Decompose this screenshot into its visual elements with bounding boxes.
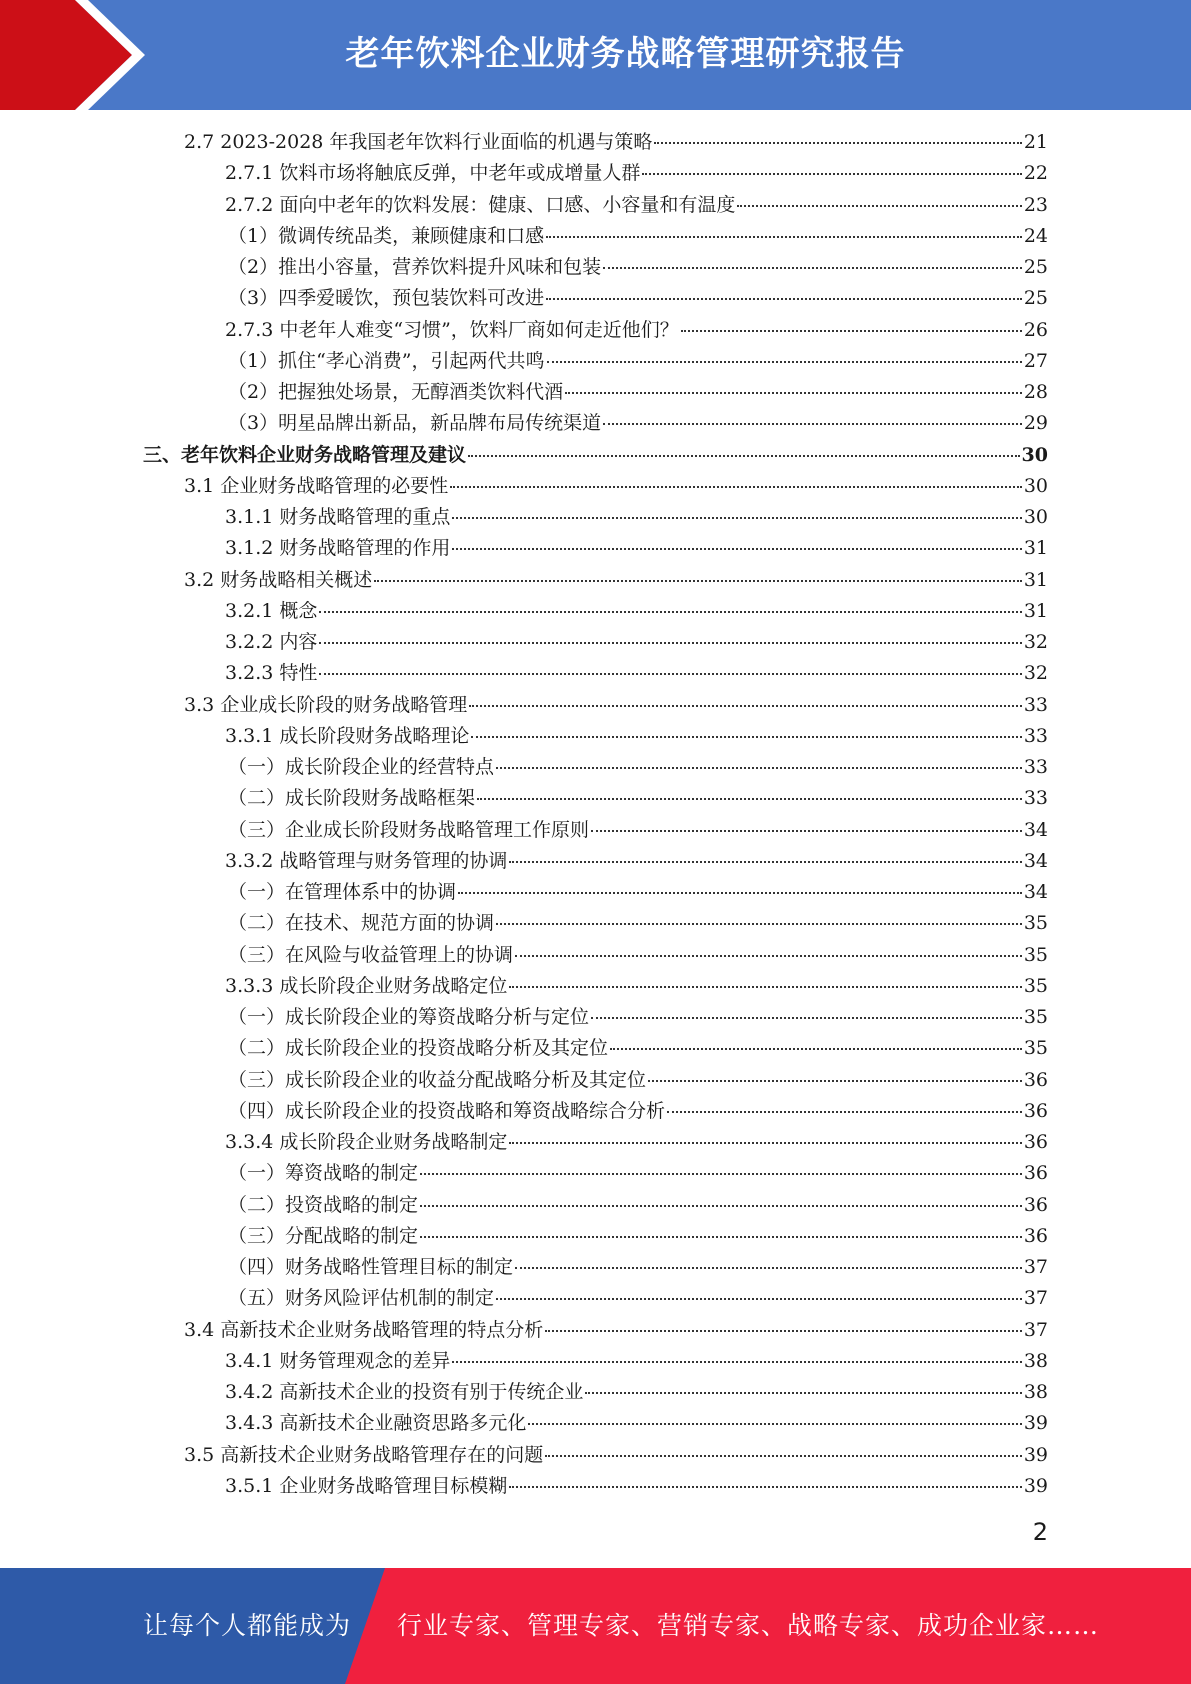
page-header <box>0 0 1191 110</box>
toc-leader-dots <box>450 486 1022 488</box>
toc-leader-dots <box>477 798 1022 800</box>
toc-entry-page: 32 <box>1023 631 1048 653</box>
toc-entry-label: 3.1 企业财务战略管理的必要性 <box>184 474 449 497</box>
toc-entry-page: 27 <box>1023 349 1048 372</box>
toc-entry[interactable] <box>225 502 1048 533</box>
toc-leader-dots <box>496 767 1022 769</box>
toc-entry[interactable] <box>225 596 1048 627</box>
toc-entry-page: 30 <box>1021 443 1048 466</box>
toc-entry-label: （四）成长阶段企业的投资战略和筹资战略综合分析 <box>228 1099 666 1122</box>
toc-leader-dots <box>509 1142 1021 1144</box>
toc-entry[interactable] <box>228 377 1048 408</box>
toc-entry[interactable] <box>225 1127 1048 1158</box>
toc-entry-label: 3.5.1 企业财务战略管理目标模糊 <box>225 1474 508 1497</box>
toc-entry[interactable] <box>228 1065 1048 1096</box>
toc-entry-page: 36 <box>1023 1193 1048 1216</box>
toc-entry[interactable] <box>225 158 1048 189</box>
toc-entry-label: （三）分配战略的制定 <box>228 1224 419 1247</box>
toc-leader-dots <box>496 1298 1022 1300</box>
toc-leader-dots <box>545 1455 1022 1457</box>
toc-entry-label: 3.4.2 高新技术企业的投资有别于传统企业 <box>225 1381 584 1403</box>
toc-entry-label: （五）财务风险评估机制的制定 <box>228 1287 495 1310</box>
toc-entry-label: 3.1.2 财务战略管理的作用 <box>225 537 451 560</box>
toc-entry-page: 35 <box>1023 943 1048 966</box>
toc-entry[interactable] <box>228 877 1048 908</box>
toc-entry-label: （二）投资战略的制定 <box>228 1193 419 1216</box>
toc-leader-dots <box>509 986 1021 988</box>
toc-entry-page: 25 <box>1023 287 1048 310</box>
toc-leader-dots <box>420 1205 1022 1207</box>
toc-leader-dots <box>452 517 1021 519</box>
toc-entry-page: 36 <box>1023 1068 1048 1091</box>
toc-entry[interactable] <box>184 565 1048 596</box>
toc-entry[interactable] <box>184 1315 1048 1346</box>
toc-entry-label: 3.3 企业成长阶段的财务战略管理 <box>184 693 468 716</box>
toc-entry[interactable] <box>228 752 1048 783</box>
toc-entry-page: 28 <box>1023 381 1048 403</box>
toc-entry-label: （一）筹资战略的制定 <box>228 1162 419 1185</box>
toc-entry[interactable] <box>225 533 1048 564</box>
toc-entry-page: 24 <box>1023 224 1048 247</box>
toc-entry-label: （2）推出小容量，营养饮料提升风味和包装 <box>228 256 602 278</box>
toc-entry-page: 35 <box>1023 1037 1048 1060</box>
toc-entry[interactable] <box>225 627 1048 658</box>
toc-entry[interactable] <box>184 127 1048 158</box>
toc-leader-dots <box>547 361 1022 363</box>
toc-leader-dots <box>681 330 1022 332</box>
toc-leader-dots <box>468 455 1020 457</box>
toc-entry-label: （二）成长阶段财务战略框架 <box>228 787 476 810</box>
toc-entry[interactable] <box>184 1440 1048 1471</box>
toc-entry-page: 38 <box>1023 1381 1048 1403</box>
toc-entry-label: （1）微调传统品类，兼顾健康和口感 <box>228 224 545 247</box>
toc-entry-page: 30 <box>1023 506 1048 528</box>
toc-entry-label: （3）四季爱暖饮，预包装饮料可改进 <box>228 287 545 310</box>
toc-entry-label: 3.5 高新技术企业财务战略管理存在的问题 <box>184 1443 544 1466</box>
toc-entry-page: 30 <box>1023 474 1048 497</box>
toc-entry-page: 39 <box>1023 1412 1048 1435</box>
toc-entry[interactable] <box>228 252 1048 283</box>
toc-entry-page: 38 <box>1023 1349 1048 1372</box>
toc-entry-page: 29 <box>1023 412 1048 435</box>
toc-leader-dots <box>603 423 1022 425</box>
toc-entry-label: （2）把握独处场景，无醇酒类饮料代酒 <box>228 381 564 403</box>
toc-leader-dots <box>528 1423 1021 1425</box>
report-title: 老年饮料企业财务战略管理研究报告 <box>345 34 906 74</box>
toc-entry-page: 33 <box>1023 756 1048 778</box>
toc-leader-dots <box>452 548 1021 550</box>
toc-leader-dots <box>515 955 1022 957</box>
toc-leader-dots <box>452 1361 1021 1363</box>
toc-entry-page: 25 <box>1023 256 1048 278</box>
toc-entry-label: （三）在风险与收益管理上的协调 <box>228 943 514 966</box>
toc-entry[interactable] <box>228 783 1048 814</box>
toc-entry-page: 22 <box>1023 162 1048 185</box>
toc-entry[interactable] <box>228 1283 1048 1314</box>
toc-leader-dots <box>591 1017 1022 1019</box>
toc-entry[interactable] <box>143 440 1048 471</box>
toc-entry-label: 2.7.3 中老年人难变“习惯”，饮料厂商如何走近他们？ <box>225 318 679 341</box>
toc-entry-page: 36 <box>1023 1224 1048 1247</box>
toc-entry[interactable] <box>228 1002 1048 1033</box>
toc-entry-page: 33 <box>1023 693 1048 716</box>
toc-entry-label: （一）成长阶段企业的经营特点 <box>228 756 495 778</box>
toc-entry-page: 31 <box>1023 599 1048 622</box>
toc-entry[interactable] <box>228 1096 1048 1127</box>
toc-entry-label: 3.3.4 成长阶段企业财务战略制定 <box>225 1131 508 1153</box>
toc-entry[interactable] <box>225 971 1048 1002</box>
toc-entry[interactable] <box>184 690 1048 721</box>
toc-leader-dots <box>610 1048 1022 1050</box>
toc-entry[interactable] <box>184 471 1048 502</box>
toc-entry-page: 37 <box>1023 1287 1048 1310</box>
toc-entry[interactable] <box>228 221 1048 252</box>
toc-entry-page: 31 <box>1023 568 1048 591</box>
toc-leader-dots <box>458 892 1022 894</box>
toc-entry-page: 31 <box>1023 537 1048 560</box>
toc-entry-label: 3.4.3 高新技术企业融资思路多元化 <box>225 1412 527 1435</box>
toc-entry[interactable] <box>228 1252 1048 1283</box>
toc-entry-page: 23 <box>1023 193 1048 216</box>
toc-entry[interactable] <box>228 283 1048 314</box>
toc-entry-label: （1）抓住“孝心消费”，引起两代共鸣 <box>228 349 545 372</box>
toc-entry[interactable] <box>225 190 1048 221</box>
toc-leader-dots <box>603 267 1022 269</box>
toc-entry[interactable] <box>228 1190 1048 1221</box>
toc-leader-dots <box>585 1392 1021 1394</box>
toc-leader-dots <box>591 830 1022 832</box>
toc-entry-label: 3.3.1 成长阶段财务战略理论 <box>225 724 470 747</box>
toc-entry-page: 35 <box>1023 974 1048 997</box>
toc-leader-dots <box>374 580 1022 582</box>
toc-entry-page: 33 <box>1023 787 1048 810</box>
toc-leader-dots <box>737 205 1021 207</box>
toc-leader-dots <box>546 298 1022 300</box>
toc-leader-dots <box>469 705 1022 707</box>
toc-leader-dots <box>648 1080 1022 1082</box>
toc-leader-dots <box>509 1486 1021 1488</box>
toc-entry-page: 26 <box>1023 318 1048 341</box>
toc-leader-dots <box>667 1111 1022 1113</box>
toc-entry-page: 32 <box>1023 662 1048 685</box>
toc-entry-label: （一）成长阶段企业的筹资战略分析与定位 <box>228 1006 590 1028</box>
toc-entry-label: 2.7.2 面向中老年的饮料发展：健康、口感、小容量和有温度 <box>225 193 736 216</box>
toc-leader-dots <box>420 1236 1022 1238</box>
toc-entry[interactable] <box>228 1033 1048 1064</box>
toc-entry-page: 39 <box>1023 1474 1048 1497</box>
toc-entry-page: 35 <box>1023 912 1048 935</box>
chevron-arrow-icon <box>0 0 160 110</box>
toc-entry-page: 33 <box>1023 724 1048 747</box>
toc-entry-label: 3.1.1 财务战略管理的重点 <box>225 506 451 528</box>
toc-entry-label: （一）在管理体系中的协调 <box>228 881 457 903</box>
toc-leader-dots <box>509 861 1021 863</box>
toc-entry-page: 34 <box>1023 818 1048 841</box>
toc-entry[interactable] <box>228 815 1048 846</box>
toc-entry-page: 37 <box>1023 1256 1048 1278</box>
toc-entry-label: 三、老年饮料企业财务战略管理及建议 <box>143 443 467 466</box>
page-footer <box>0 1568 1191 1684</box>
toc-entry-page: 35 <box>1023 1006 1048 1028</box>
toc-entry-label: 3.2 财务战略相关概述 <box>184 568 373 591</box>
page-number: 2 <box>1032 1518 1048 1546</box>
toc-entry-label: 3.2.2 内容 <box>225 631 318 653</box>
toc-entry-page: 36 <box>1023 1162 1048 1185</box>
toc-leader-dots <box>545 1330 1022 1332</box>
toc-entry[interactable] <box>225 721 1048 752</box>
toc-entry-page: 34 <box>1023 849 1048 872</box>
toc-entry-page: 36 <box>1023 1099 1048 1122</box>
toc-entry-label: 3.4 高新技术企业财务战略管理的特点分析 <box>184 1318 544 1341</box>
toc-leader-dots <box>319 673 1021 675</box>
toc-entry[interactable] <box>225 1346 1048 1377</box>
toc-entry-label: （二）成长阶段企业的投资战略分析及其定位 <box>228 1037 609 1060</box>
toc-entry-label: 3.3.3 成长阶段企业财务战略定位 <box>225 974 508 997</box>
toc-entry-page: 37 <box>1023 1318 1048 1341</box>
toc-leader-dots <box>319 611 1021 613</box>
toc-entry-label: （三）成长阶段企业的收益分配战略分析及其定位 <box>228 1068 647 1091</box>
toc-entry[interactable] <box>228 908 1048 939</box>
toc-entry[interactable] <box>228 346 1048 377</box>
toc-leader-dots <box>642 173 1021 175</box>
toc-leader-dots <box>654 142 1021 144</box>
toc-entry[interactable] <box>228 1221 1048 1252</box>
toc-entry[interactable] <box>225 1408 1048 1439</box>
toc-entry-label: 3.4.1 财务管理观念的差异 <box>225 1349 451 1372</box>
toc-entry-label: （二）在技术、规范方面的协调 <box>228 912 495 935</box>
toc-entry[interactable] <box>225 658 1048 689</box>
toc-entry-label: 3.3.2 战略管理与财务管理的协调 <box>225 849 508 872</box>
toc-entry-label: 3.2.1 概念 <box>225 599 318 622</box>
toc-entry-label: 2.7 2023-2028 年我国老年饮料行业面临的机遇与策略 <box>184 131 653 153</box>
footer-slogan-right: 行业专家、管理专家、营销专家、战略专家、成功企业家…… <box>397 1611 1100 1640</box>
toc-entry-page: 34 <box>1023 881 1048 903</box>
toc-entry[interactable] <box>228 1158 1048 1189</box>
toc-leader-dots <box>546 236 1022 238</box>
footer-slogan-left: 让每个人都能成为 <box>143 1611 352 1640</box>
toc-entry-label: （三）企业成长阶段财务战略管理工作原则 <box>228 818 590 841</box>
toc-entry[interactable] <box>225 315 1048 346</box>
toc-entry-label: （四）财务战略性管理目标的制定 <box>228 1256 514 1278</box>
toc-leader-dots <box>515 1267 1022 1269</box>
toc-entry[interactable] <box>228 408 1048 439</box>
toc-entry[interactable] <box>228 940 1048 971</box>
toc-leader-dots <box>471 736 1021 738</box>
toc-leader-dots <box>420 1173 1022 1175</box>
toc-entry-page: 21 <box>1023 131 1048 153</box>
toc-entry-label: 3.2.3 特性 <box>225 662 318 685</box>
toc-entry-page: 36 <box>1023 1131 1048 1153</box>
toc-leader-dots <box>319 642 1021 644</box>
toc-entry[interactable] <box>225 846 1048 877</box>
toc-entry-label: 2.7.1 饮料市场将触底反弹，中老年或成增量人群 <box>225 162 641 185</box>
toc-entry-page: 39 <box>1023 1443 1048 1466</box>
toc-entry-label: （3）明星品牌出新品，新品牌布局传统渠道 <box>228 412 602 435</box>
toc-leader-dots <box>565 392 1022 394</box>
toc-leader-dots <box>496 923 1022 925</box>
toc-entry[interactable] <box>225 1377 1048 1408</box>
toc-entry[interactable] <box>225 1471 1048 1502</box>
